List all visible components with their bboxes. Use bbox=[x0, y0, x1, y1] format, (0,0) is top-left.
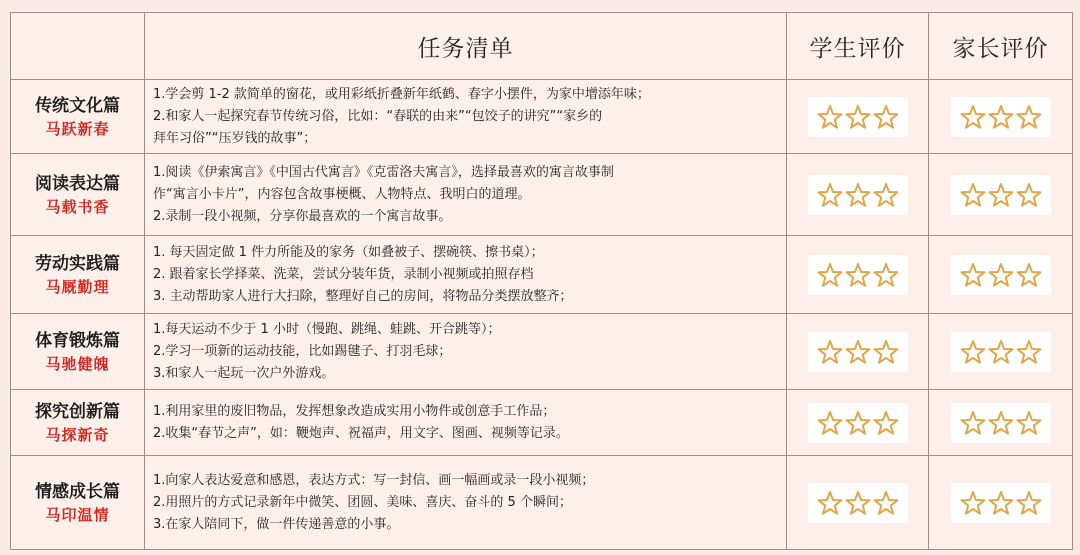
star-outline-icon[interactable] bbox=[846, 492, 869, 514]
star-outline-icon[interactable] bbox=[846, 264, 869, 286]
star-rating-icons bbox=[816, 261, 900, 289]
task-description-cell bbox=[145, 80, 787, 154]
parent-rating-cell bbox=[929, 80, 1073, 154]
category-cell bbox=[11, 456, 145, 550]
category-subtitle: 马探新奇 bbox=[45, 425, 110, 444]
student-rating-cell bbox=[787, 154, 929, 236]
student-rating-cell bbox=[787, 314, 929, 390]
category-cell bbox=[11, 236, 145, 314]
student-rating-cell bbox=[787, 390, 929, 456]
task-item: 3.和家人一起玩一次户外游戏。 bbox=[153, 365, 335, 381]
task-item: 作“寓言小卡片”，内容包含故事梗概、人物特点、我明白的道理。 bbox=[153, 186, 531, 202]
table-row bbox=[11, 314, 1073, 390]
star-outline-icon[interactable] bbox=[818, 412, 841, 434]
task-item: 1.阅读《伊索寓言》《中国古代寓言》《克雷洛夫寓言》，选择最喜欢的寓言故事制 bbox=[153, 164, 614, 180]
category-subtitle: 马跃新春 bbox=[45, 119, 110, 138]
task-description-cell bbox=[145, 456, 787, 550]
category-subtitle: 马驰健魄 bbox=[45, 354, 110, 373]
header-parent-rating: 家长评价 bbox=[929, 13, 1073, 80]
star-outline-icon[interactable] bbox=[874, 184, 897, 206]
category-cell bbox=[11, 80, 145, 154]
star-outline-icon[interactable] bbox=[818, 184, 841, 206]
category-title: 情感成长篇 bbox=[35, 481, 120, 502]
table-header-row bbox=[11, 13, 1073, 80]
star-outline-icon[interactable] bbox=[874, 341, 897, 363]
star-outline-icon[interactable] bbox=[846, 412, 869, 434]
star-outline-icon[interactable] bbox=[989, 412, 1012, 434]
task-item: 2.录制一段小视频，分享你最喜欢的一个寓言故事。 bbox=[153, 208, 452, 224]
task-description-cell bbox=[145, 390, 787, 456]
task-description-cell bbox=[145, 314, 787, 390]
table-row bbox=[11, 154, 1073, 236]
category-title: 探究创新篇 bbox=[35, 401, 120, 422]
star-rating-icons bbox=[816, 181, 900, 209]
parent-rating-stars[interactable] bbox=[951, 332, 1051, 372]
task-description-cell bbox=[145, 236, 787, 314]
table-row bbox=[11, 236, 1073, 314]
star-rating-icons bbox=[959, 181, 1043, 209]
star-outline-icon[interactable] bbox=[989, 106, 1012, 128]
star-rating-icons bbox=[816, 409, 900, 437]
star-outline-icon[interactable] bbox=[874, 106, 897, 128]
star-rating-icons bbox=[816, 489, 900, 517]
star-outline-icon[interactable] bbox=[846, 341, 869, 363]
parent-rating-cell bbox=[929, 154, 1073, 236]
student-rating-stars[interactable] bbox=[808, 403, 908, 443]
category-subtitle: 马厩勤理 bbox=[45, 277, 110, 296]
parent-rating-cell bbox=[929, 314, 1073, 390]
student-rating-stars[interactable] bbox=[808, 175, 908, 215]
star-outline-icon[interactable] bbox=[961, 412, 984, 434]
parent-rating-cell bbox=[929, 390, 1073, 456]
task-list-sheet bbox=[10, 12, 1072, 550]
table-row bbox=[11, 390, 1073, 456]
header-empty-cell bbox=[11, 13, 145, 80]
star-outline-icon[interactable] bbox=[961, 264, 984, 286]
star-outline-icon[interactable] bbox=[961, 184, 984, 206]
task-item: 2.和家人一起探究春节传统习俗，比如：“春联的由来”“包饺子的讲究”“家乡的 bbox=[153, 108, 603, 124]
parent-rating-stars[interactable] bbox=[951, 175, 1051, 215]
star-outline-icon[interactable] bbox=[818, 106, 841, 128]
star-rating-icons bbox=[816, 338, 900, 366]
star-outline-icon[interactable] bbox=[874, 412, 897, 434]
student-rating-cell bbox=[787, 80, 929, 154]
task-item: 2. 跟着家长学择菜、洗菜，尝试分装年货，录制小视频或拍照存档 bbox=[153, 266, 534, 282]
star-rating-icons bbox=[959, 103, 1043, 131]
student-rating-cell bbox=[787, 456, 929, 550]
student-rating-stars[interactable] bbox=[808, 483, 908, 523]
category-title: 传统文化篇 bbox=[35, 95, 120, 116]
star-outline-icon[interactable] bbox=[846, 106, 869, 128]
star-outline-icon[interactable] bbox=[1017, 412, 1040, 434]
star-outline-icon[interactable] bbox=[989, 264, 1012, 286]
task-item: 1.每天运动不少于 1 小时（慢跑、跳绳、蛙跳、开合跳等）； bbox=[153, 321, 501, 337]
task-item: 2.收集“春节之声”，如：鞭炮声、祝福声，用文字、图画、视频等记录。 bbox=[153, 425, 569, 441]
star-rating-icons bbox=[959, 409, 1043, 437]
category-cell bbox=[11, 314, 145, 390]
task-item: 1.向家人表达爱意和感恩，表达方式：写一封信、画一幅画或录一段小视频； bbox=[153, 472, 595, 488]
task-item: 3. 主动帮助家人进行大扫除，整理好自己的房间，将物品分类摆放整齐； bbox=[153, 288, 573, 304]
star-outline-icon[interactable] bbox=[818, 264, 841, 286]
task-item: 1.利用家里的废旧物品，发挥想象改造成实用小物件或创意手工作品； bbox=[153, 403, 556, 419]
category-subtitle: 马载书香 bbox=[45, 197, 110, 216]
task-item: 2.学习一项新的运动技能，比如踢毽子、打羽毛球； bbox=[153, 343, 452, 359]
task-rows bbox=[11, 80, 1073, 550]
star-outline-icon[interactable] bbox=[961, 492, 984, 514]
category-cell bbox=[11, 390, 145, 456]
table-row bbox=[11, 456, 1073, 550]
star-outline-icon[interactable] bbox=[1017, 184, 1040, 206]
category-cell bbox=[11, 154, 145, 236]
student-rating-cell bbox=[787, 236, 929, 314]
student-rating-stars[interactable] bbox=[808, 255, 908, 295]
star-outline-icon[interactable] bbox=[1017, 341, 1040, 363]
category-title: 体育锻炼篇 bbox=[35, 330, 120, 351]
header-student-rating: 学生评价 bbox=[787, 13, 929, 80]
star-outline-icon[interactable] bbox=[874, 492, 897, 514]
task-table bbox=[10, 12, 1073, 550]
star-outline-icon[interactable] bbox=[818, 341, 841, 363]
star-rating-icons bbox=[959, 261, 1043, 289]
category-title: 劳动实践篇 bbox=[35, 253, 120, 274]
task-item: 2.用照片的方式记录新年中微笑、团圆、美味、喜庆、奋斗的 5 个瞬间； bbox=[153, 494, 572, 510]
star-outline-icon[interactable] bbox=[1017, 106, 1040, 128]
table-row bbox=[11, 80, 1073, 154]
category-subtitle: 马印温情 bbox=[45, 505, 110, 524]
star-outline-icon[interactable] bbox=[989, 184, 1012, 206]
header-task-list: 任务清单 bbox=[145, 13, 787, 80]
student-rating-stars[interactable] bbox=[808, 332, 908, 372]
star-outline-icon[interactable] bbox=[961, 341, 984, 363]
star-outline-icon[interactable] bbox=[846, 184, 869, 206]
star-outline-icon[interactable] bbox=[818, 492, 841, 514]
parent-rating-cell bbox=[929, 456, 1073, 550]
star-outline-icon[interactable] bbox=[989, 492, 1012, 514]
task-description-cell bbox=[145, 154, 787, 236]
student-rating-stars[interactable] bbox=[808, 97, 908, 137]
star-rating-icons bbox=[816, 103, 900, 131]
star-outline-icon[interactable] bbox=[1017, 264, 1040, 286]
star-rating-icons bbox=[959, 338, 1043, 366]
star-outline-icon[interactable] bbox=[874, 264, 897, 286]
parent-rating-stars[interactable] bbox=[951, 483, 1051, 523]
task-item: 3.在家人陪同下，做一件传递善意的小事。 bbox=[153, 516, 400, 532]
star-outline-icon[interactable] bbox=[1017, 492, 1040, 514]
task-item: 1. 每天固定做 1 件力所能及的家务（如叠被子、摆碗筷、擦书桌）； bbox=[153, 244, 544, 260]
parent-rating-stars[interactable] bbox=[951, 403, 1051, 443]
star-outline-icon[interactable] bbox=[961, 106, 984, 128]
star-rating-icons bbox=[959, 489, 1043, 517]
task-item: 拜年习俗”“压岁钱的故事”； bbox=[153, 130, 317, 146]
parent-rating-cell bbox=[929, 236, 1073, 314]
parent-rating-stars[interactable] bbox=[951, 97, 1051, 137]
category-title: 阅读表达篇 bbox=[35, 173, 120, 194]
parent-rating-stars[interactable] bbox=[951, 255, 1051, 295]
task-item: 1.学会剪 1-2 款简单的窗花，或用彩纸折叠新年纸鹤、春字小摆件，为家中增添年味； bbox=[153, 86, 650, 102]
star-outline-icon[interactable] bbox=[989, 341, 1012, 363]
